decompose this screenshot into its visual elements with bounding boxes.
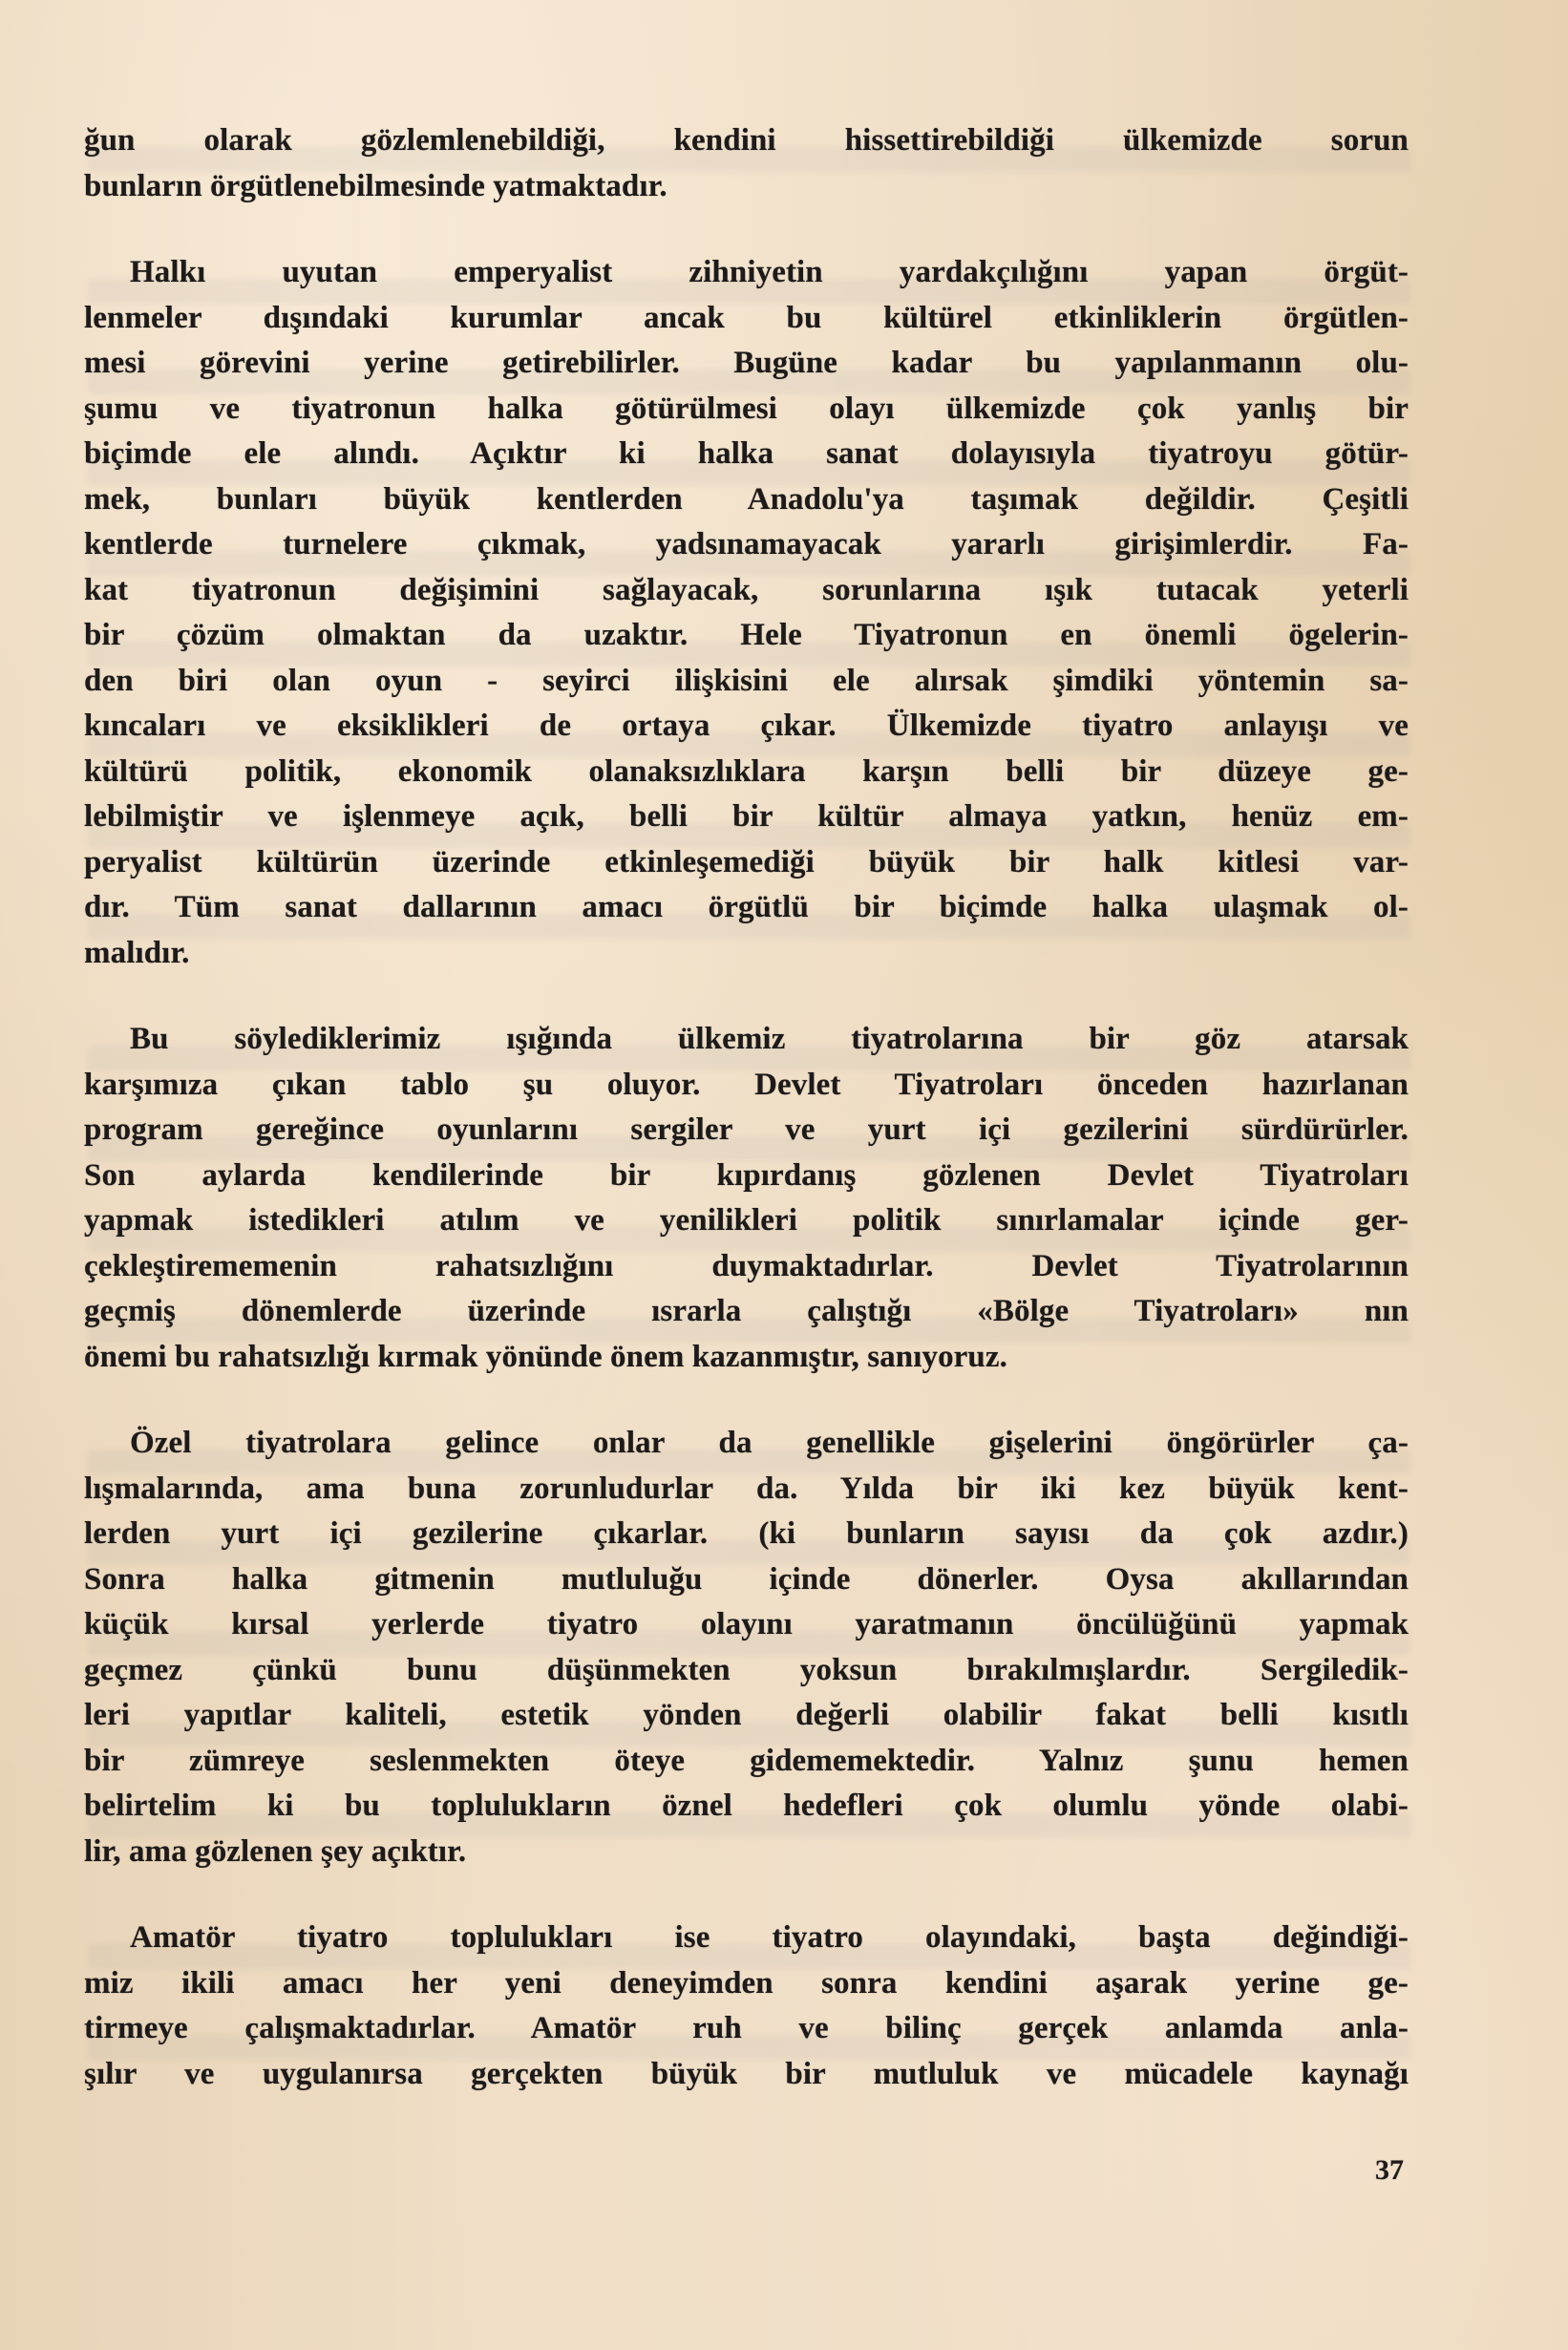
text-line: lerden yurt içi gezilerine çıkarlar. (ki bunların sayısı da çok azdır.) bbox=[84, 1516, 1409, 1551]
text-line: miz ikili amacı her yeni deneyimden sonra kendini aşarak yerine ge- bbox=[84, 1965, 1409, 2001]
text-line: kentlerde turnelere çıkmak, yadsınamayacak yararlı girişimlerdir. Fa- bbox=[84, 527, 1409, 561]
text-line: den biri olan oyun - seyirci ilişkisini ele alırsak şimdiki yöntemin sa- bbox=[84, 663, 1409, 698]
text-line: bir zümreye seslenmekten öteye gidememektedir. Yalnız şunu hemen bbox=[84, 1743, 1409, 1778]
text-line: lenmeler dışındaki kurumlar ancak bu kültürel etkinliklerin örgütlen- bbox=[84, 300, 1409, 335]
text-line: lir, ama gözlenen şey açıktır. bbox=[84, 1833, 467, 1869]
paragraph-2 bbox=[84, 250, 1409, 976]
text-line: Bu söylediklerimiz ışığında ülkemiz tiyatrolarına bir göz atarsak bbox=[130, 1022, 1409, 1056]
paragraph-3 bbox=[84, 1017, 1409, 1380]
text-line: bunların örgütlenebilmesinde yatmaktadır. bbox=[84, 168, 667, 203]
text-line: kıncaları ve eksiklikleri de ortaya çıkar. Ülkemizde tiyatro anlayışı ve bbox=[84, 709, 1409, 743]
text-line: lışmalarında, ama buna zorunludurlar da. Yılda bir iki kez büyük kent- bbox=[84, 1471, 1409, 1506]
text-line: biçimde ele alındı. Açıktır ki halka sanat dolayısıyla tiyatroyu götür- bbox=[84, 436, 1409, 471]
text-line: mesi görevini yerine getirebilirler. Bugüne kadar bu yapılanmanın olu- bbox=[84, 346, 1409, 380]
text-line: geçmiş dönemlerde üzerinde ısrarla çalıştığı «Bölge Tiyatroları» nın bbox=[84, 1294, 1409, 1328]
text-line: kat tiyatronun değişimini sağlayacak, sorunlarına ışık tutacak yeterli bbox=[84, 572, 1409, 607]
text-line: geçmez çünkü bunu düşünmekten yoksun bırakılmışlardır. Sergiledik- bbox=[84, 1652, 1409, 1687]
text-line: Özel tiyatrolara gelince onlar da genellikle gişelerini öngörürler ça- bbox=[130, 1426, 1409, 1460]
text-line: küçük kırsal yerlerde tiyatro olayını yaratmanın öncülüğünü yapmak bbox=[84, 1607, 1409, 1641]
text-line: mek, bunları büyük kentlerden Anadolu'ya taşımak değildir. Çeşitli bbox=[84, 481, 1409, 517]
text-line: bir çözüm olmaktan da uzaktır. Hele Tiyatronun en önemli ögelerin- bbox=[84, 618, 1409, 652]
text-line: lebilmiştir ve işlenmeye açık, belli bir kültür almaya yatkın, henüz em- bbox=[84, 799, 1409, 834]
text-line: malıdır. bbox=[84, 935, 190, 970]
paragraph-5 bbox=[84, 1916, 1409, 2097]
text-line: Son aylarda kendilerinde bir kıpırdanış gözlenen Devlet Tiyatroları bbox=[84, 1157, 1409, 1193]
text-line: dır. Tüm sanat dallarının amacı örgütlü bir biçimde halka ulaşmak ol- bbox=[84, 890, 1409, 924]
text-line: program gereğince oyunlarını sergiler ve yurt içi gezilerini sürdürürler. bbox=[84, 1112, 1409, 1147]
body-text bbox=[84, 118, 1409, 2138]
text-line: yapmak istedikleri atılım ve yenilikleri politik sınırlamalar içinde ger- bbox=[84, 1203, 1409, 1238]
text-line: karşımıza çıkan tablo şu oluyor. Devlet Tiyatroları önceden hazırlanan bbox=[84, 1067, 1409, 1102]
text-line: leri yapıtlar kaliteli, estetik yönden değerli olabilir fakat belli kısıtlı bbox=[84, 1698, 1409, 1732]
page-number: 37 bbox=[1375, 2154, 1404, 2186]
text-line: Halkı uyutan emperyalist zihniyetin yardakçılığını yapan örgüt- bbox=[130, 255, 1409, 289]
text-line: şumu ve tiyatronun halka götürülmesi olayı ülkemizde çok yanlış bir bbox=[84, 391, 1409, 426]
text-line: belirtelim ki bu toplulukların öznel hedefleri çok olumlu yönde olabi- bbox=[84, 1789, 1409, 1823]
text-line: tirmeye çalışmaktadırlar. Amatör ruh ve bilinç gerçek anlamda anla- bbox=[84, 2011, 1409, 2045]
text-line: ğun olarak gözlemlenebildiği, kendini hissettirebildiği ülkemizde sorun bbox=[84, 123, 1409, 158]
text-line: Sonra halka gitmenin mutluluğu içinde dönerler. Oysa akıllarından bbox=[84, 1561, 1409, 1597]
paragraph-1 bbox=[84, 118, 1409, 209]
text-line: çekleştirememenin rahatsızlığını duymaktadırlar. Devlet Tiyatrolarının bbox=[84, 1248, 1409, 1283]
text-line: Amatör tiyatro toplulukları ise tiyatro olayındaki, başta değindiği- bbox=[130, 1920, 1409, 1955]
text-line: önemi bu rahatsızlığı kırmak yönünde önem kazanmıştır, sanıyoruz. bbox=[84, 1339, 1007, 1374]
text-line: şılır ve uygulanırsa gerçekten büyük bir mutluluk ve mücadele kaynağı bbox=[84, 2056, 1409, 2091]
text-line: kültürü politik, ekonomik olanaksızlıklara karşın belli bir düzeye ge- bbox=[84, 753, 1409, 789]
text-line: peryalist kültürün üzerinde etkinleşemediği büyük bir halk kitlesi var- bbox=[84, 844, 1409, 879]
paragraph-4 bbox=[84, 1421, 1409, 1874]
